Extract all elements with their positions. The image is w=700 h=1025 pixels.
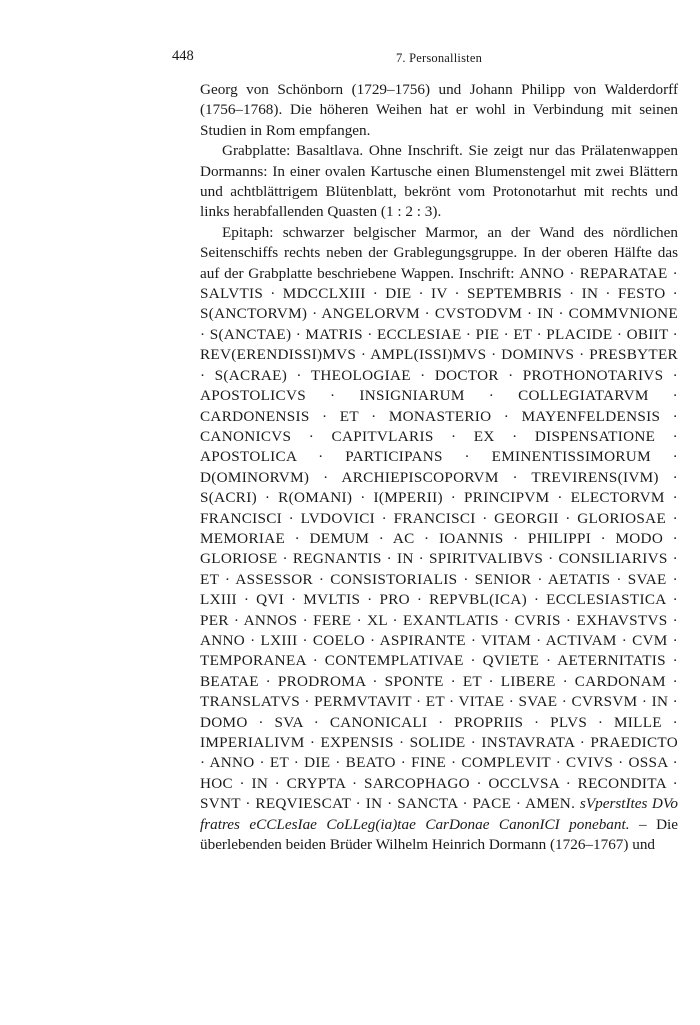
body-text — [200, 80, 678, 855]
paragraph-intro: Georg von Schönborn (1729–1756) und Johann Philipp von Walderdorff (1756–1768). Die höheren Weihen hat er wohl in Verbindung mit seinen Studien in Rom empfangen. — [200, 81, 678, 139]
epitaph-inscription: ANNO · REPARATAE · SALVTIS · MDCCLXIII · DIE · IV · SEPTEMBRIS · IN · FESTO · S(ANCTORVM) · ANGELORVM · CVSTODVM · IN · COMMVNIONE · S(ANCTAE) · MATRIS · ECCLESIAE · PIE · ET · PLACIDE · OBIIT · REV(ERENDISSI)MVS · AMPL(ISSI)MVS · DOMINVS · PRESBYTER · S(ACRAE) · THEOLOGIAE · DOCTOR · PROTHONOTARIVS · APOSTOLICVS · INSIGNIARUM · COLLEGIATARVM · CARDONENSIS · ET · MONASTERIO · MAYENFELDENSIS · CANONICVS · CAPITVLARIS · EX · DISPENSATIONE · APOSTOLICA · PARTICIPANS · EMINENTISSIMORUM · D(OMINORVM) · ARCHIEPISCOPORVM · TREVIRENS(IVM) · S(ACRI) · R(OMANI) · I(MPERII) · PRINCIPVM · ELECTORVM · FRANCISCI · LVDOVICI · FRANCISCI · GEORGII · GLORIOSAE · MEMORIAE · DEMUM · AC · IOANNIS · PHILIPPI · MODO · GLORIOSE · REGNANTIS · IN · SPIRITVALIBVS · CONSILIARIVS · ET · ASSESSOR · CONSISTORIALIS · SENIOR · AETATIS · SVAE · LXIII · QVI · MVLTIS · PRO · REPVBL(ICA) · ECCLESIASTICA · PER · ANNOS · FERE · XL · EXANTLATIS · CVRIS · EXHAVSTVS · ANNO · LXIII · COELO · ASPIRANTE · VITAM · ACTIVAM · CVM · TEMPORANEA · CONTEMPLATIVAE · QVIETE · AETERNITATIS · BEATAE · PRODROMA · SPONTE · ET · LIBERE · CARDONAM · TRANSLATVS · PERMVTAVIT · ET · VITAE · SVAE · CVRSVM · IN · DOMO · SVA · CANONICALI · PROPRIIS · PLVS · MILLE · IMPERIALIVM · EXPENSIS · SOLIDE · INSTAVRATA · PRAEDICTO · ANNO · ET · DIE · BEATO · FINE · COMPLEVIT · CVIVS · OSSA · HOC · IN · CRYPTA · SARCOPHAGO · OCCLVSA · RECONDITA · SVNT · REQVIESCAT · IN · SANCTA · PACE · AMEN. — [200, 264, 678, 813]
epitaph-continuation: – Die überlebenden beiden Brüder Wilhelm Heinrich Dormann (1726–1767) und — [200, 815, 678, 854]
epitaph-intro: Epitaph: schwarzer belgischer Marmor, an der Wand des nördlichen Seitenschiffs rechts neben der Grablegungsgruppe. In der oberen Hälfte das auf der Grabplatte beschriebene Wappen. Inschrift: — [200, 223, 678, 282]
page-header — [172, 38, 678, 65]
page-number: 448 — [172, 48, 194, 64]
paragraph-epitaph — [200, 223, 678, 856]
paragraph-grabplatte: Grabplatte: Basaltlava. Ohne Inschrift. Sie zeigt nur das Prälatenwappen Dormanns: In einer ovalen Kartusche einen Blumenstengel mit zwei Blättern und achtblättrigem Blütenblatt, bekrönt vom Protonotarhut mit rechts und links herabfallenden Quasten (1 : 2 : 3). — [200, 142, 678, 221]
running-head: 7. Personallisten — [395, 51, 483, 65]
epitaph-chronogram: sVperstItes DVo fratres eCCLesIae CoLLeg(ia)tae CarDonae CanonICI ponebant. — [200, 795, 679, 833]
